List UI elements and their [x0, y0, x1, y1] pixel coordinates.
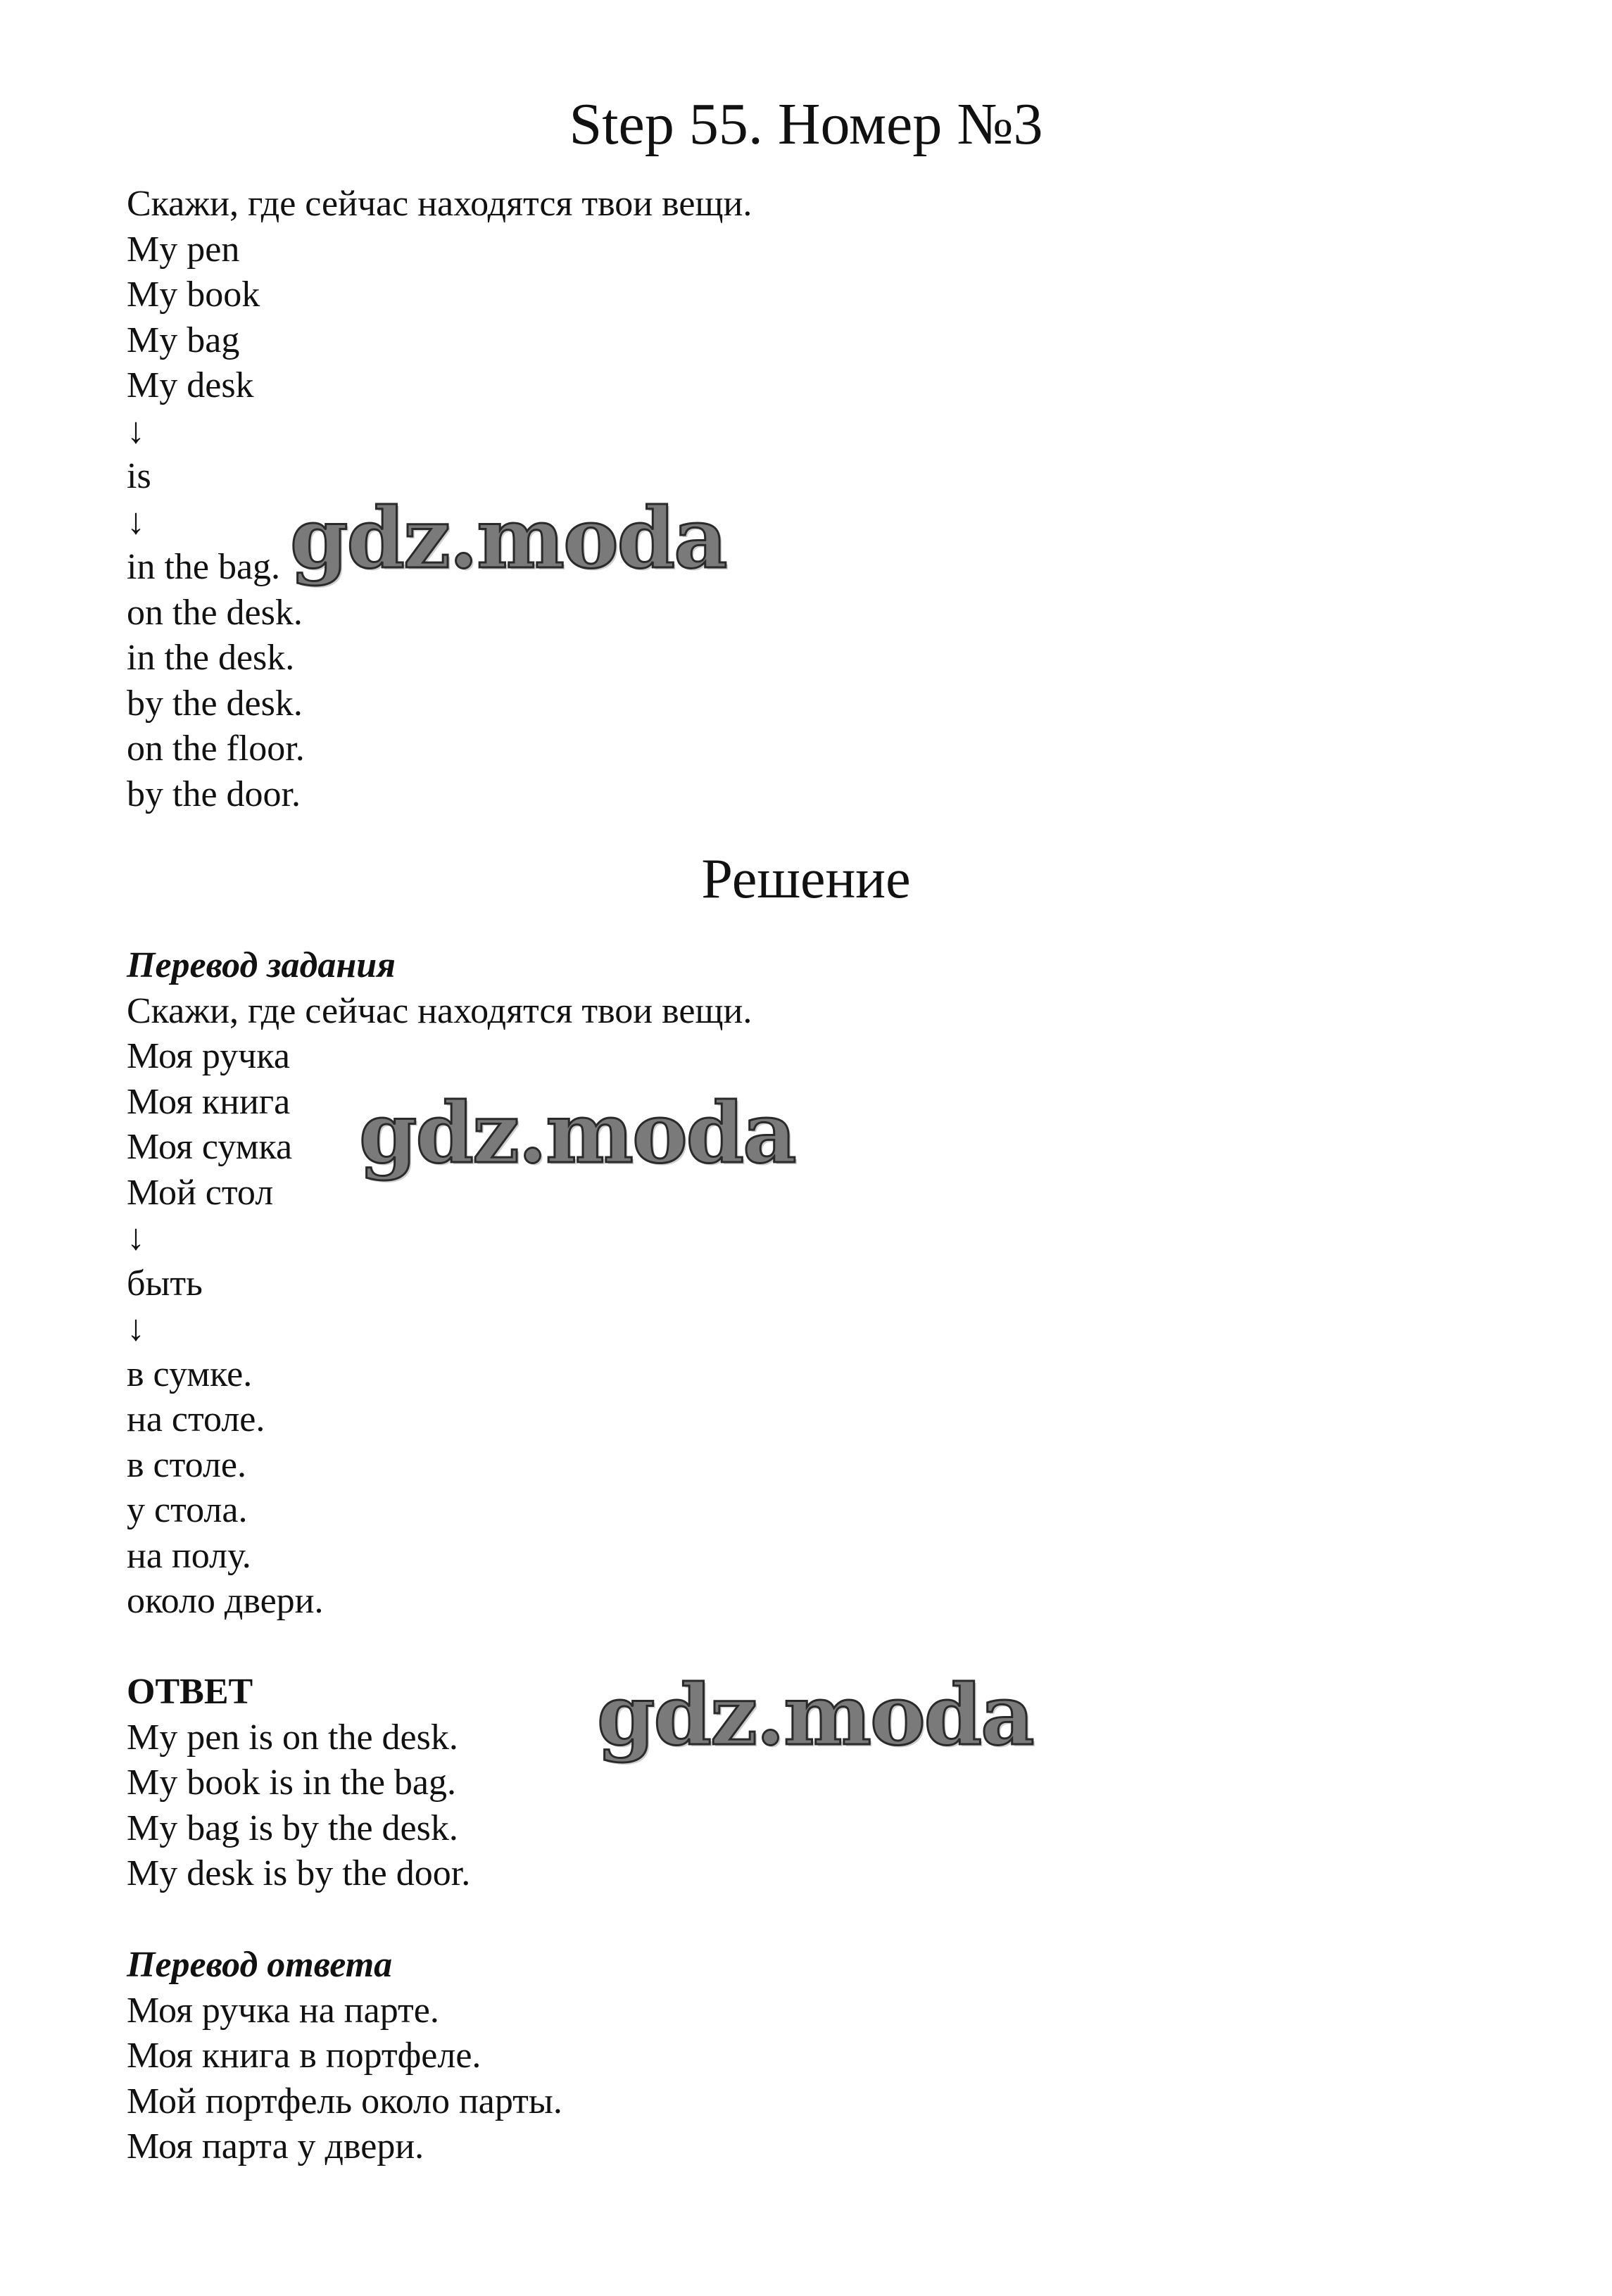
task-verb: is: [127, 456, 151, 496]
down-arrow-icon: ↓: [127, 1308, 145, 1349]
answer-line: My bag is by the desk.: [127, 1808, 458, 1848]
task-instruction: Скажи, где сейчас находятся твои вещи.: [127, 184, 753, 224]
task-place: in the bag.: [127, 547, 281, 587]
watermark: gdz.moda: [359, 1084, 795, 1182]
task-place: on the desk.: [127, 592, 303, 633]
translation-block: [127, 943, 752, 1625]
answer-translation-line: Моя книга в портфеле.: [127, 2036, 481, 2076]
solution-title: Решение: [701, 848, 911, 910]
translation-subject: Моя книга: [127, 1081, 291, 1122]
down-arrow-icon: ↓: [127, 1218, 145, 1258]
answer-translation-line: Мой портфель около парты.: [127, 2081, 562, 2121]
watermark: gdz.moda: [290, 489, 726, 587]
task-subject: My book: [127, 275, 260, 315]
page-title: Step 55. Номер №3: [569, 92, 1043, 157]
task-subject: My pen: [127, 229, 240, 270]
task-subject: My bag: [127, 320, 240, 360]
task-place: on the floor.: [127, 728, 305, 769]
translation-place: на столе.: [127, 1399, 265, 1439]
answer-line: My book is in the bag.: [127, 1762, 456, 1803]
task-place: by the door.: [127, 774, 301, 814]
answer-translation-line: Моя ручка на парте.: [127, 1990, 439, 2031]
translation-subject: Моя сумка: [127, 1127, 293, 1167]
translation-place: около двери.: [127, 1581, 324, 1621]
answer-translation-block: [127, 1943, 562, 2170]
answer-translation-heading: Перевод ответа: [127, 1945, 393, 1985]
answer-line: My desk is by the door.: [127, 1853, 471, 1893]
down-arrow-icon: ↓: [127, 410, 145, 451]
task-place: by the desk.: [127, 683, 303, 724]
translation-place: в столе.: [127, 1444, 247, 1485]
translation-verb: быть: [127, 1263, 203, 1304]
translation-place: у стола.: [127, 1490, 248, 1530]
answer-line: My pen is on the desk.: [127, 1717, 458, 1758]
task-subject: My desk: [127, 365, 254, 405]
task-place: in the desk.: [127, 638, 295, 678]
answer-block: [127, 1670, 470, 1897]
answer-heading: ОТВЕТ: [127, 1672, 253, 1712]
watermark: gdz.moda: [597, 1666, 1033, 1764]
translation-instruction: Скажи, где сейчас находятся твои вещи.: [127, 990, 753, 1031]
translation-place: на полу.: [127, 1535, 251, 1576]
translation-subject: Мой стол: [127, 1172, 274, 1213]
answer-translation-line: Моя парта у двери.: [127, 2126, 424, 2166]
down-arrow-icon: ↓: [127, 501, 145, 542]
translation-heading: Перевод задания: [127, 945, 396, 985]
translation-place: в сумке.: [127, 1354, 253, 1394]
translation-subject: Моя ручка: [127, 1036, 290, 1076]
